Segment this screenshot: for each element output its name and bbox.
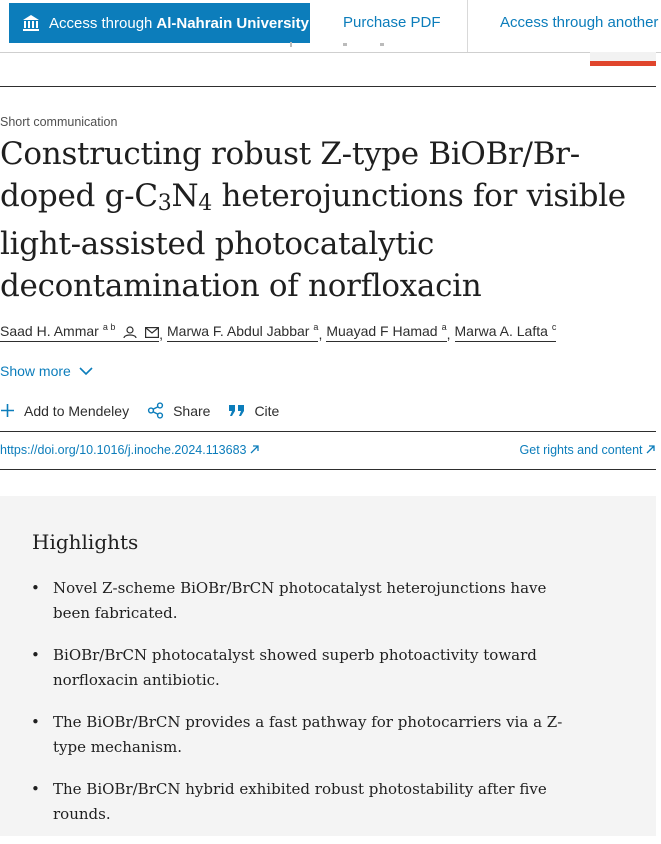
- add-to-mendeley-button[interactable]: Add to Mendeley: [0, 403, 129, 419]
- highlights-list: [0, 576, 573, 844]
- author-link[interactable]: Saad H. Ammar $^{a b}$: [0, 322, 159, 342]
- author-link[interactable]: Muayad F Hamad $^a$: [326, 322, 446, 342]
- toolbar-divider: [467, 0, 468, 52]
- article-type: Short communication: [0, 115, 118, 129]
- quote-icon: [228, 404, 245, 417]
- purchase-pdf-button[interactable]: Purchase PDF: [343, 14, 441, 31]
- external-arrow-icon: [646, 445, 655, 454]
- author-link[interactable]: Marwa A. Lafta $^c$: [455, 322, 557, 342]
- access-institution-button[interactable]: [9, 3, 310, 43]
- plus-icon: [0, 403, 15, 418]
- external-arrow-icon: [250, 445, 259, 454]
- topbar-divider: [0, 52, 661, 53]
- envelope-icon: [145, 327, 159, 338]
- person-icon: [123, 326, 137, 339]
- highlight-item: • BiOBr/BrCN photocatalyst showed superb photoactivity toward norfloxacin antibiotic.: [0, 643, 573, 693]
- article-actions: [0, 402, 297, 419]
- doi-rule-top: [0, 431, 656, 432]
- author-link[interactable]: Marwa F. Abdul Jabbar $^a$: [167, 322, 318, 342]
- access-other-button[interactable]: Access through another: [500, 14, 659, 31]
- cite-button[interactable]: Cite: [228, 403, 279, 419]
- share-button[interactable]: Share: [147, 402, 210, 419]
- institution-icon: [21, 13, 41, 33]
- highlight-item: • The BiOBr/BrCN hybrid exhibited robust photostability after five rounds.: [0, 777, 573, 827]
- highlights-heading: Highlights: [32, 530, 139, 554]
- access-prefix: Access through: [49, 14, 153, 32]
- share-icon: [147, 402, 164, 419]
- highlight-item: • The BiOBr/BrCN provides a fast pathway for photocarriers via a Z-type mechanism.: [0, 710, 573, 760]
- author-list: Saad H. Ammar $^{a b}$ , Marwa F. Abdul Jabbar $^a$ , Muayad F Hamad $^a$ , Marwa A. Lafta $^c$: [0, 322, 557, 342]
- header-rule: [0, 86, 656, 87]
- doi-link[interactable]: https://doi.org/10.1016/j.inoche.2024.113683: [0, 443, 259, 457]
- doi-rule-bottom: [0, 469, 656, 470]
- rights-link[interactable]: Get rights and content: [520, 443, 655, 457]
- chevron-down-icon: [79, 367, 93, 376]
- article-title: Constructing robust Z-type BiOBr/Br-doped $g-C_3N_4$ heterojunctions for visible light-assisted photocatalytic decontamination of norfloxacin: [0, 136, 626, 304]
- scrolled-text-fragment: [288, 42, 388, 48]
- show-more-button[interactable]: Show more: [0, 363, 93, 379]
- journal-cover-thumbnail[interactable]: [590, 52, 656, 66]
- highlight-item: • Novel Z-scheme BiOBr/BrCN photocatalyst heterojunctions have been fabricated.: [0, 576, 573, 626]
- access-institution-name: Al-Nahrain University: [156, 14, 309, 32]
